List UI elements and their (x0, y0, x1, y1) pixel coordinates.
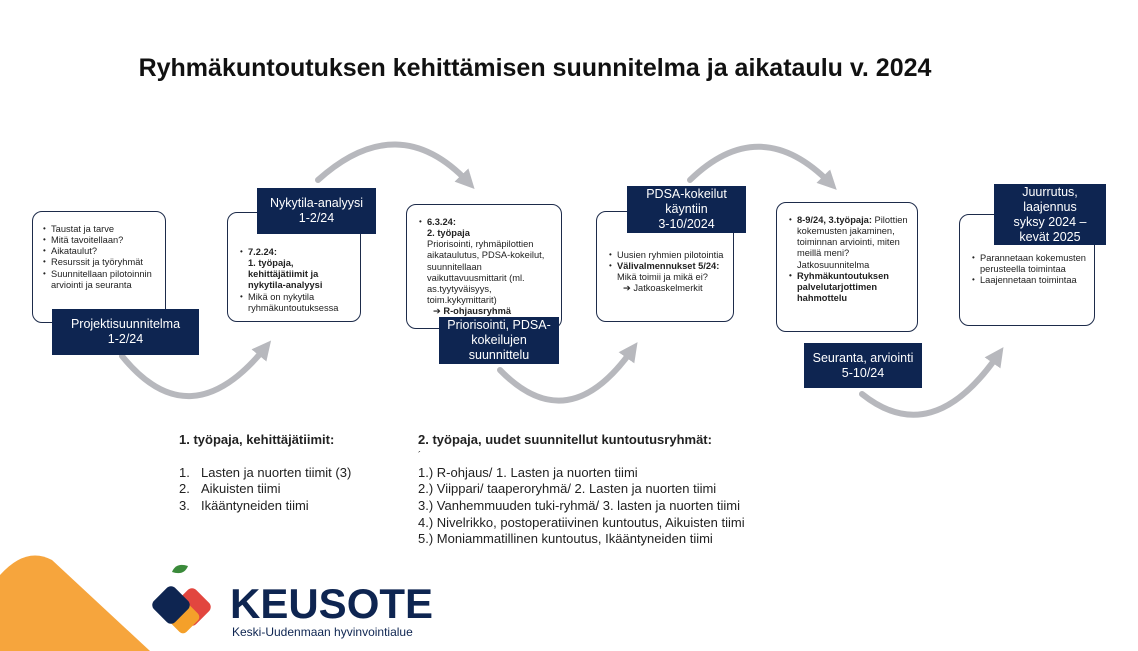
stage-1-item: • Mitä tavoitellaan? (43, 235, 159, 246)
stage-label-line: Nykytila-analyysi (269, 196, 364, 210)
item-date: 6.3.24: (427, 217, 456, 227)
workshop1-heading: 1. työpaja, kehittäjätiimit: (179, 432, 335, 447)
stage-4-item (609, 261, 727, 294)
workshop2-item: 1.) R-ohjaus/ 1. Lasten ja nuorten tiimi (418, 464, 638, 480)
workshop2-section (418, 432, 745, 548)
logo-mark-icon (150, 562, 222, 642)
stage-label-5 (804, 343, 922, 388)
stage-label-1 (52, 309, 199, 355)
workshop2-item: 2.) Viippari/ taaperoryhmä/ 2. Lasten ja nuorten tiimi (418, 481, 717, 497)
item-sub: 1. työpaja, kehittäjätiimit ja nykytila-analyysi (248, 258, 323, 291)
logo-name: KEUSOTE (230, 580, 434, 627)
arrow-note-text: Jatkoaskelmerkit (633, 283, 703, 294)
workshop2-item: 3.) Vanhemmuuden tuki-ryhmä/ 3. lasten ja nuorten tiimi (418, 497, 741, 513)
item-date: 8-9/24, 3.työpaja: (797, 215, 872, 225)
stage-label-line: kevät 2025 (1019, 229, 1081, 244)
workshop2-item: 5.) Moniammatillinen kuntoutus, Ikääntyneiden tiimi (418, 531, 713, 547)
stage-label-line: kokeilujen (471, 333, 527, 347)
curve-arrow-2 (318, 144, 468, 182)
stage-label-line: PDSA-kokeilut (646, 187, 727, 201)
stage-card-5 (776, 202, 918, 332)
stage-1-item: • Taustat ja tarve (43, 224, 159, 235)
workshop2-heading: 2. työpaja, uudet suunnitellut kuntoutusryhmät: (418, 432, 712, 447)
stage-5-item: • Ryhmäkuntoutuksen palvelutarjottimen hahmottelu (789, 271, 911, 304)
stage-5-item (789, 215, 911, 271)
stage-1-item: • Resurssit ja työryhmät (43, 257, 159, 268)
stage-label-line: suunnittelu (468, 348, 530, 362)
stage-label-line: Seuranta, arviointi (812, 350, 914, 365)
stage-label-line: 1-2/24 (107, 332, 144, 346)
workshop1-item (179, 498, 351, 515)
stage-4-item: • Uusien ryhmien pilotointia (609, 250, 727, 261)
item-date: Välivalmennukset 5/24: (617, 261, 720, 272)
item-number: 1. (179, 464, 190, 480)
item-text: Aikuisten tiimi (201, 481, 281, 497)
stage-label-line: laajennus (1023, 199, 1077, 214)
stage-label-line: 5-10/24 (841, 365, 885, 380)
item-rest: Pilottien kokemusten jakaminen, toiminnan arviointi, miten meillä meni? Jatkosuunnitelma (797, 215, 908, 270)
stage-label-line: 3-10/2024 (658, 217, 715, 231)
stage-label-line: Juurrutus, (1022, 184, 1078, 199)
curve-arrow-1 (122, 348, 265, 396)
curve-arrow-4 (690, 147, 830, 183)
item-date: 7.2.24: (248, 247, 277, 257)
stage-label-6 (994, 184, 1106, 245)
workshop1-item (179, 481, 351, 498)
stage-6-item: • Parannetaan kokemusten perusteella toimintaa (972, 253, 1088, 275)
item-number: 2. (179, 481, 190, 497)
arrow-note-text: R-ohjausryhmä (443, 306, 512, 317)
stage-1-item: • Suunnitellaan pilotoinnin arviointi ja seuranta (43, 269, 159, 291)
stage-label-line: käyntiin (665, 202, 708, 216)
workshop1-item (179, 465, 351, 482)
workshop1-section (179, 432, 351, 515)
stage-6-item: • Laajennetaan toimintaa (972, 275, 1088, 286)
stage-label-line: 1-2/24 (298, 211, 335, 225)
stage-label-line: syksy 2024 – (1013, 214, 1087, 229)
workshop2-item: 4.) Nivelrikko, postoperatiivinen kuntoutus, Aikuisten tiimi (418, 514, 745, 530)
stage-2-item: • Mikä on nykytila ryhmäkuntoutuksessa (240, 292, 354, 314)
item-rest: Mikä toimii ja mikä ei? (617, 272, 708, 283)
stage-2-item (240, 247, 354, 292)
stage-label-line: Projektisuunnitelma (70, 317, 181, 331)
stage-1-item: • Aikataulut? (43, 246, 159, 257)
item-rest: Priorisointi, ryhmäpilottien aikataulutus, PDSA-kokeilut, suunnitellaan vaikuttavuusmittarit (ml. as.tyytyväisyys, toim.kykymittarit) (427, 239, 545, 306)
item-text: Ikääntyneiden tiimi (201, 497, 309, 513)
workshop2-mark: ´ (418, 449, 421, 460)
corner-shape (0, 555, 150, 651)
logo-subtitle: Keski-Uudenmaan hyvinvointialue (232, 625, 413, 639)
stage-card-1 (32, 211, 166, 323)
stage-3-item (419, 217, 555, 317)
stage-label-line: Priorisointi, PDSA- (447, 318, 551, 332)
arrow-note: ➔ R-ohjausryhmä (433, 306, 512, 317)
stage-label-3 (439, 317, 559, 364)
stage-label-2 (257, 188, 376, 234)
stage-card-3 (406, 204, 562, 329)
item-text: Lasten ja nuorten tiimit (3) (201, 464, 352, 480)
item-sub: 2. työpaja (427, 228, 470, 239)
arrow-note: ➔ Jatkoaskelmerkit (623, 283, 703, 294)
item-number: 3. (179, 497, 190, 513)
stage-label-4 (627, 186, 746, 233)
page-title: Ryhmäkuntoutuksen kehittämisen suunnitelma ja aikataulu v. 2024 (138, 54, 932, 82)
